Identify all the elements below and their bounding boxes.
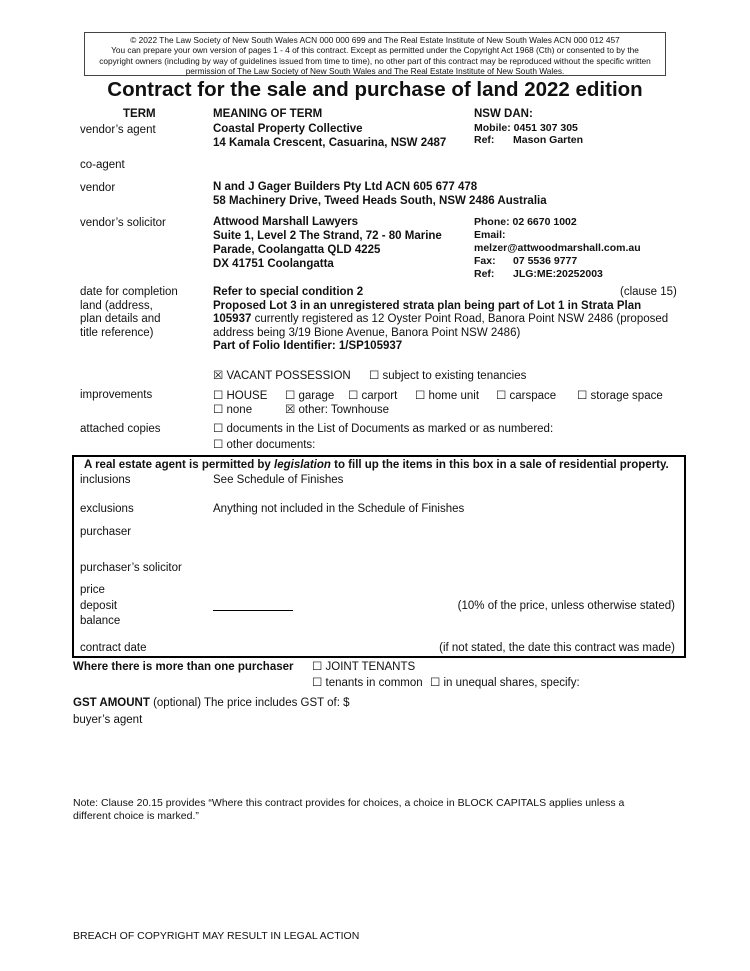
other-townhouse-checkbox[interactable]: ☒ other: Townhouse [285,404,390,416]
carport-checkbox[interactable]: ☐ carport [348,389,398,402]
note-line: Note: Clause 20.15 provides “Where this contract provides for choices, a choice in BLOCK CAPITALS applies unless a [73,797,625,809]
list-of-documents-checkbox[interactable]: ☐ documents in the List of Documents as marked or as numbered: [213,422,554,435]
label-vendors-solicitor: vendor’s solicitor [80,217,166,229]
land-line: Proposed Lot 3 in an unregistered strata plan being part of Lot 1 in Strata Plan [213,299,642,312]
header-nsw-dan: NSW DAN: [474,108,533,120]
label-purchaser: purchaser [80,525,132,538]
vendors-solicitor-line: DX 41751 Coolangatta [213,258,334,270]
vendors-solicitor-line: Parade, Coolangatta QLD 4225 [213,244,381,256]
label-more-than-one-purchaser: Where there is more than one purchaser [73,661,294,673]
copyright-line: © 2022 The Law Society of New South Wales ACN 000 000 699 and The Real Estate Institute of New South Wales ACN 000 012 457 [130,35,620,45]
deposit-underline [213,610,293,611]
land-line-2-text: currently registered as 12 Oyster Point Road, Banora Point NSW 2486 (proposed [254,313,669,325]
notice-part-c: to fill up the items in this box in a sale of residential property. [334,458,669,471]
notice-part-a: A real estate agent is permitted by [84,458,271,471]
label-plan-details: plan details and [80,313,161,325]
garage-checkbox[interactable]: ☐ garage [285,389,335,402]
copyright-line: copyright owners (including by way of guidelines issued from time to time), no other part of this contract may be reproduced without the specific written [99,55,651,66]
label-attached-copies: attached copies [80,422,161,435]
copyright-line: permission of The Law Society of New South Wales and The Real Estate Institute of New South Wales. [185,65,565,76]
none-checkbox[interactable]: ☐ none [213,404,253,416]
vendors-solicitor-fax-label: Fax: [474,255,496,267]
joint-tenants-checkbox[interactable]: ☐ JOINT TENANTS [312,661,416,673]
label-deposit: deposit [80,599,118,612]
folio-identifier: Part of Folio Identifier: 1/SP105937 [213,340,403,352]
vendors-agent-mobile: Mobile: 0451 307 305 [474,122,578,134]
label-inclusions: inclusions [80,474,131,486]
vendors-agent-address: 14 Kamala Crescent, Casuarina, NSW 2487 [213,137,447,149]
label-title-reference: title reference) [80,326,154,339]
vendors-agent-ref: Mason Garten [513,134,584,146]
gst-label: GST AMOUNT [73,697,150,709]
completion-clause: (clause 15) [620,286,677,298]
vendor-line2: 58 Machinery Drive, Tweed Heads South, NSW 2486 Australia [213,195,547,207]
vendors-agent-ref-label: Ref: [474,134,495,146]
home-unit-checkbox[interactable]: ☐ home unit [415,389,480,402]
tenants-in-common-checkbox[interactable]: ☐ tenants in common [312,677,423,689]
unequal-shares-checkbox[interactable]: ☐ in unequal shares, specify: [430,677,580,689]
label-vendor: vendor [80,182,116,194]
label-purchasers-solicitor: purchaser’s solicitor [80,561,182,574]
agent-box [72,455,686,658]
vendors-solicitor-ref: JLG:ME:20252003 [513,268,603,280]
vendors-solicitor-line: Attwood Marshall Lawyers [213,216,359,228]
note-line: different choice is marked.” [73,810,199,822]
vendors-solicitor-ref-label: Ref: [474,268,495,280]
vendors-solicitor-phone: Phone: 02 6670 1002 [474,216,577,228]
label-buyers-agent: buyer’s agent [73,714,143,726]
label-vendors-agent: vendor’s agent [80,124,156,136]
gst-text: (optional) The price includes GST of: $ [153,697,350,709]
vendor-line1: N and J Gager Builders Pty Ltd ACN 605 677 478 [213,181,478,193]
label-balance: balance [80,615,121,627]
copyright-line: You can prepare your own version of pages 1 - 4 of this contract. Except as permitted under the Copyright Act 1968 (Cth) or consented to by the [111,45,639,56]
footer-breach-notice: BREACH OF COPYRIGHT MAY RESULT IN LEGAL ACTION [73,930,360,942]
carspace-checkbox[interactable]: ☐ carspace [496,389,557,402]
deposit-note: (10% of the price, unless otherwise stated) [457,599,675,612]
label-improvements: improvements [80,389,153,401]
copyright-notice [84,32,666,76]
exclusions-value: Anything not included in the Schedule of Finishes [213,503,465,515]
notice-legislation: legislation [274,458,331,471]
vendors-solicitor-fax: 07 5536 9777 [513,255,578,267]
completion-date: Refer to special condition 2 [213,286,364,298]
vendors-agent-name: Coastal Property Collective [213,123,363,135]
land-plan-number: 105937 [213,313,252,325]
storage-space-checkbox[interactable]: ☐ storage space [577,389,663,402]
page-title: Contract for the sale and purchase of land 2022 edition [107,78,643,101]
label-price: price [80,584,105,596]
contract-date-note: (if not stated, the date this contract was made) [439,642,675,654]
gst-amount [73,697,350,711]
other-documents-checkbox[interactable]: ☐ other documents: [213,439,316,451]
vendors-solicitor-email-label: Email: [474,229,506,241]
vendors-solicitor-email: melzer@attwoodmarshall.com.au [474,242,641,254]
label-exclusions: exclusions [80,503,134,515]
label-date-for-completion: date for completion [80,286,178,298]
vacant-possession-checkbox[interactable]: ☒ VACANT POSSESSION [213,370,351,382]
land-line-2 [213,313,668,327]
land-line: address being 3/19 Bione Avenue, Banora Point NSW 2486) [213,326,521,339]
vendors-solicitor-line: Suite 1, Level 2 The Strand, 72 - 80 Marine [213,230,442,242]
header-meaning: MEANING OF TERM [213,108,323,120]
label-land: land (address, [80,299,153,312]
header-term: TERM [123,108,156,120]
house-checkbox[interactable]: ☐ HOUSE [213,389,268,402]
clause-note [73,797,624,823]
label-contract-date: contract date [80,642,147,654]
agent-box-notice [84,459,669,473]
label-co-agent: co-agent [80,159,125,171]
existing-tenancies-checkbox[interactable]: ☐ subject to existing tenancies [369,370,527,382]
inclusions-value: See Schedule of Finishes [213,474,344,486]
